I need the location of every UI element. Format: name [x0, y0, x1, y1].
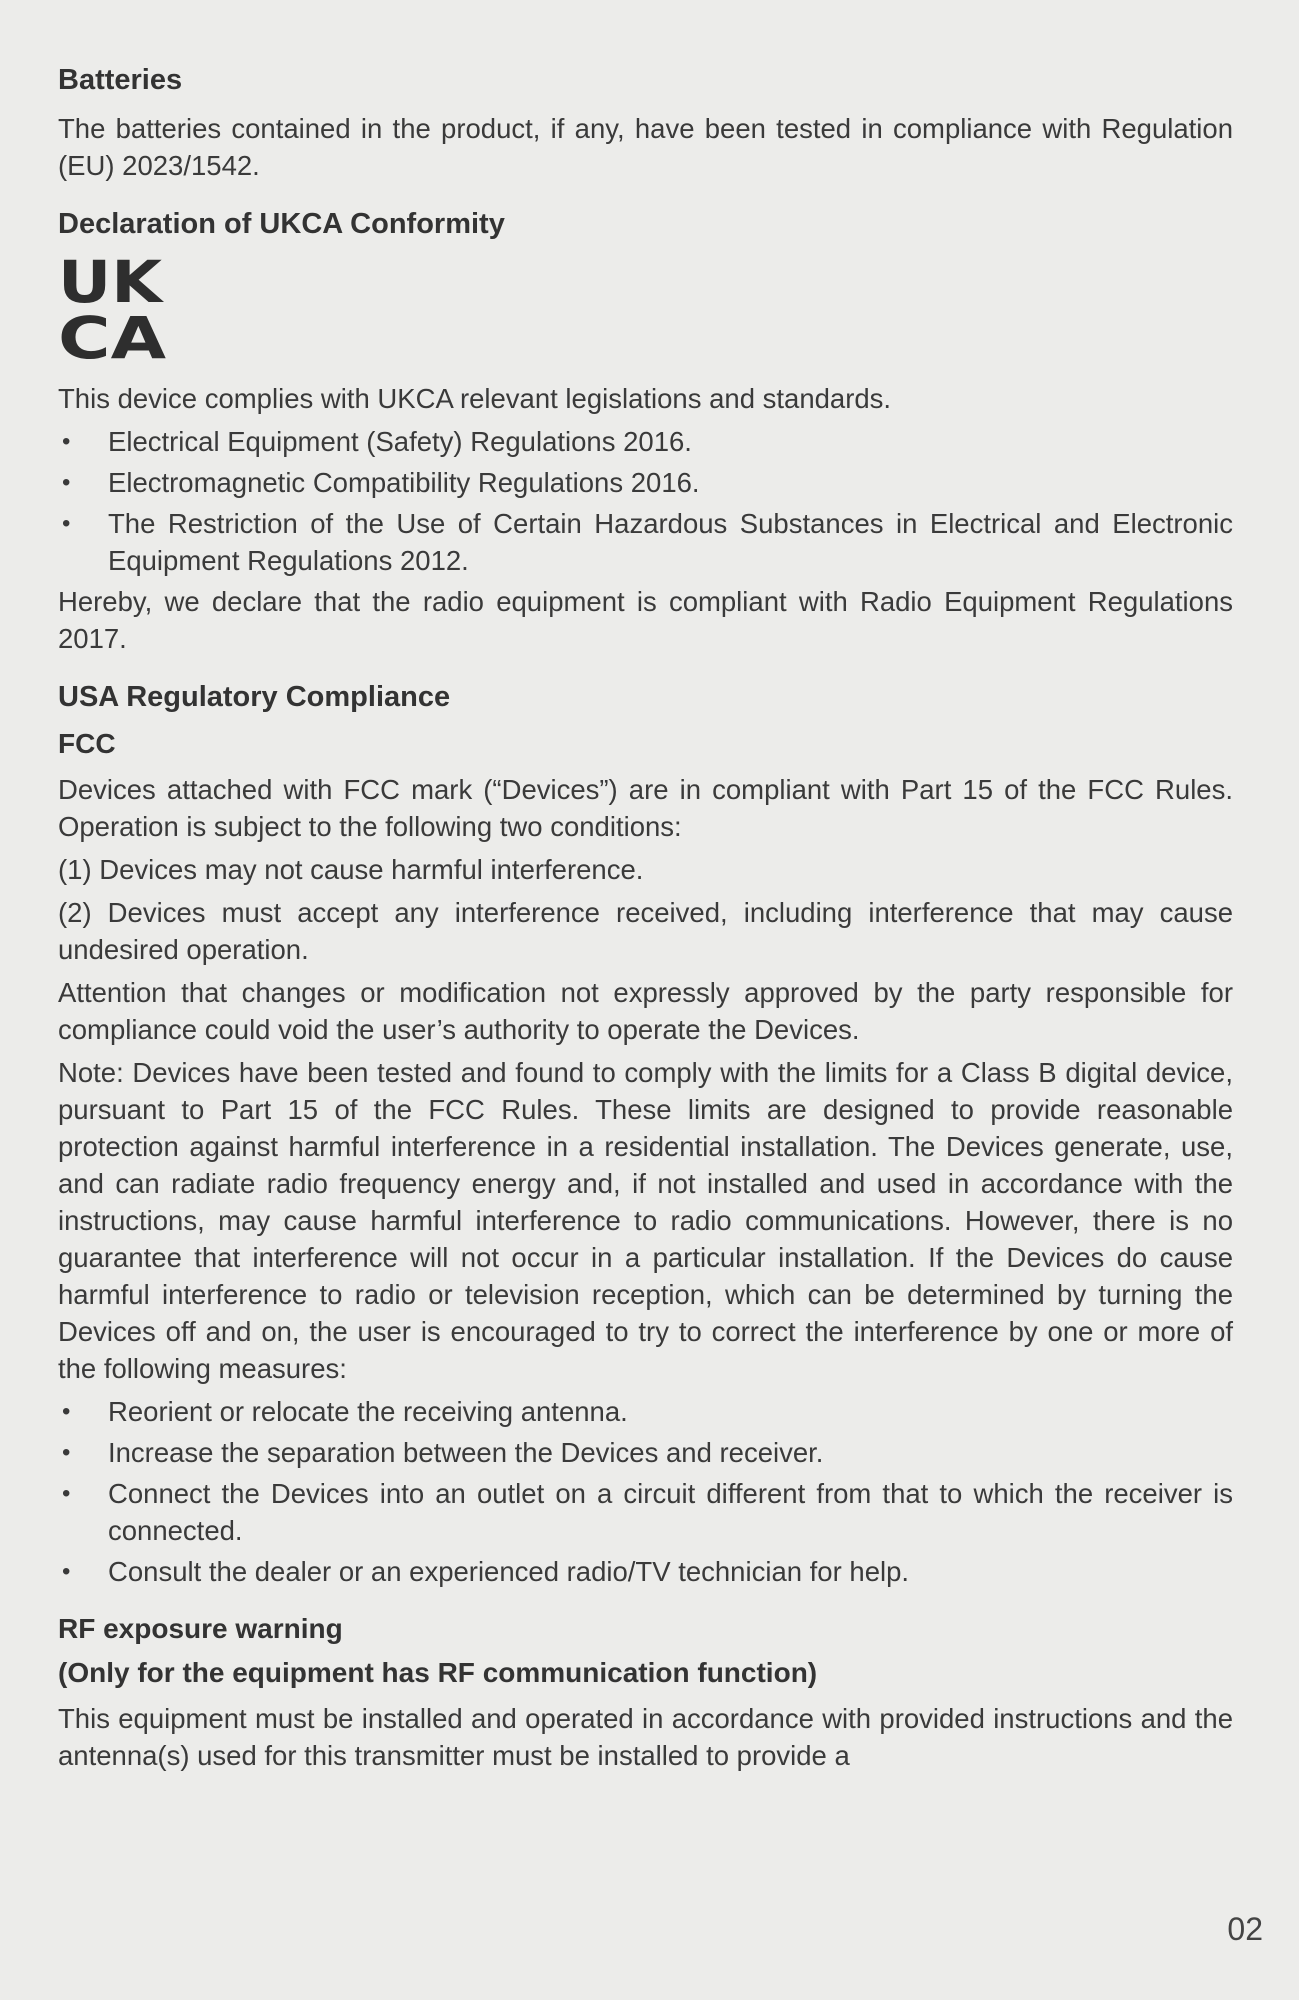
list-item: • Electromagnetic Compatibility Regulations 2016.	[58, 464, 1233, 501]
list-item: • Connect the Devices into an outlet on a circuit different from that to which the receiver is connected.	[58, 1475, 1233, 1549]
fcc-measures-list	[58, 1393, 1233, 1590]
ukca-intro: This device complies with UKCA relevant legislations and standards.	[58, 383, 892, 414]
bullet-icon: •	[62, 428, 71, 455]
rf-subheading: (Only for the equipment has RF communication function)	[58, 1657, 818, 1688]
batteries-heading: Batteries	[58, 64, 183, 96]
ukca-section	[58, 206, 1233, 657]
usa-section	[58, 679, 1233, 1590]
list-item: • Electrical Equipment (Safety) Regulations 2016.	[58, 423, 1233, 460]
ukca-mark-logo	[58, 254, 176, 362]
bullet-icon: •	[62, 1439, 71, 1466]
fcc-heading: FCC	[58, 728, 116, 759]
rf-text: This equipment must be installed and operated in accordance with provided instructions and the antenna(s) used for this transmitter must be installed to provide a	[58, 1703, 1233, 1771]
list-item: • Consult the dealer or an experienced radio/TV technician for help.	[58, 1553, 1233, 1590]
bullet-icon: •	[62, 510, 71, 537]
usa-heading: USA Regulatory Compliance	[58, 681, 451, 713]
fcc-note: Note: Devices have been tested and found to comply with the limits for a Class B digital device, pursuant to Part 15 of the FCC Rules. These limits are designed to provide reasonable protection against harmful interference in a residential installation. The Devices generate, use, and can radiate radio frequency energy and, if not installed and used in accordance with the instructions, may cause harmful interference to radio communications. However, there is no guarantee that interference will not occur in a particular installation. If the Devices do cause harmful interference to radio or television reception, which can be determined by turning the Devices off and on, the user is encouraged to try to correct the interference by one or more of the following measures:	[58, 1057, 1233, 1384]
ukca-heading: Declaration of UKCA Conformity	[58, 208, 505, 240]
bullet-icon: •	[62, 1558, 71, 1585]
ukca-mark-line2: CA	[58, 304, 167, 362]
batteries-section	[58, 62, 1233, 184]
fcc-attention: Attention that changes or modification not expressly approved by the party responsible for compliance could void the user’s authority to operate the Devices.	[58, 977, 1233, 1045]
list-item: • Reorient or relocate the receiving antenna.	[58, 1393, 1233, 1430]
fcc-condition-1: (1) Devices may not cause harmful interference.	[58, 854, 644, 885]
page-number: 02	[1227, 1911, 1263, 1947]
batteries-text: The batteries contained in the product, if any, have been tested in compliance with Regulation (EU) 2023/1542.	[58, 113, 1233, 181]
ukca-declaration: Hereby, we declare that the radio equipment is compliant with Radio Equipment Regulations 2017.	[58, 586, 1233, 654]
list-item: • Increase the separation between the Devices and receiver.	[58, 1434, 1233, 1471]
fcc-paragraph: Devices attached with FCC mark (“Devices”) are in compliant with Part 15 of the FCC Rules. Operation is subject to the following two conditions:	[58, 774, 1233, 842]
bullet-icon: •	[62, 1480, 71, 1507]
ukca-legislation-list	[58, 423, 1233, 579]
ukca-mark-line1: UK	[58, 254, 165, 316]
rf-section	[58, 1612, 1233, 1774]
list-item: • The Restriction of the Use of Certain Hazardous Substances in Electrical and Electronic Equipment Regulations 2012.	[58, 505, 1233, 579]
bullet-icon: •	[62, 1398, 71, 1425]
fcc-condition-2: (2) Devices must accept any interference received, including interference that may cause undesired operation.	[58, 897, 1233, 965]
bullet-icon: •	[62, 469, 71, 496]
rf-heading: RF exposure warning	[58, 1613, 343, 1644]
